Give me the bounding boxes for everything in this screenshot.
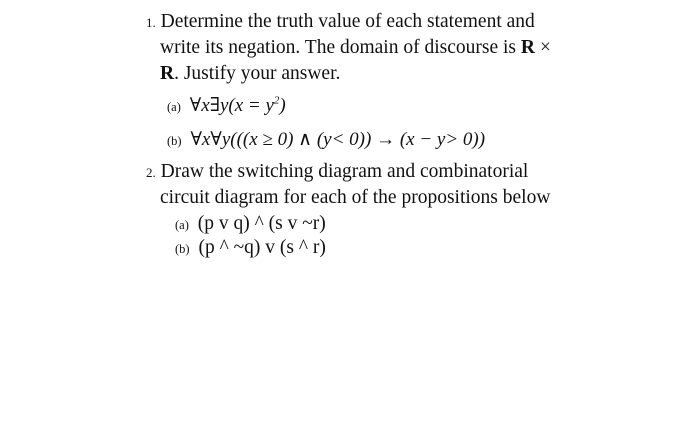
- q1b-tag: (b): [167, 134, 182, 148]
- q1a-tag: (a): [167, 100, 181, 114]
- q1a-expression-end: ): [279, 95, 286, 116]
- q1-line-2: [160, 36, 551, 60]
- q1-domain-R-2: R: [160, 63, 175, 84]
- q1-text-line-2: write its negation. The domain of discourse is: [160, 37, 521, 58]
- q1-part-a: [167, 94, 286, 119]
- q2b-expression: (p ^ ~q) v (s ^ r): [198, 237, 326, 258]
- q2-part-b: [175, 236, 326, 261]
- q1-text-line-1: Determine the truth value of each statement and: [160, 11, 535, 32]
- q2-line-2: [160, 186, 550, 210]
- q2-text-line-1: Draw the switching diagram and combinatorial: [160, 161, 529, 182]
- q2a-tag: (a): [175, 218, 189, 232]
- q1-part-b: [167, 128, 485, 153]
- q1-domain-R: R: [520, 37, 535, 58]
- q1-line-1: [146, 10, 535, 35]
- q1-times-symbol: ×: [534, 37, 551, 58]
- q1-number: 1.: [146, 15, 156, 30]
- q2b-tag: (b): [175, 242, 190, 256]
- q1a-expression-main: ∀x∃y(x = y: [189, 95, 274, 116]
- q2-part-a: [175, 212, 326, 237]
- q1a-exponent: 2: [273, 94, 280, 107]
- q1b-expression: ∀x∀y(((x ≥ 0) ∧ (y< 0)) → (x − y> 0)): [190, 129, 486, 150]
- q2a-expression: (p v q) ^ (s v ~r): [197, 213, 326, 234]
- q2-text-line-2: circuit diagram for each of the propositions below: [160, 187, 551, 208]
- q2-number: 2.: [146, 165, 156, 180]
- q1-text-line-3: . Justify your answer.: [174, 63, 341, 84]
- q1a-expression: [190, 95, 286, 116]
- q2-line-1: [146, 160, 528, 185]
- q1-line-3: [160, 62, 340, 86]
